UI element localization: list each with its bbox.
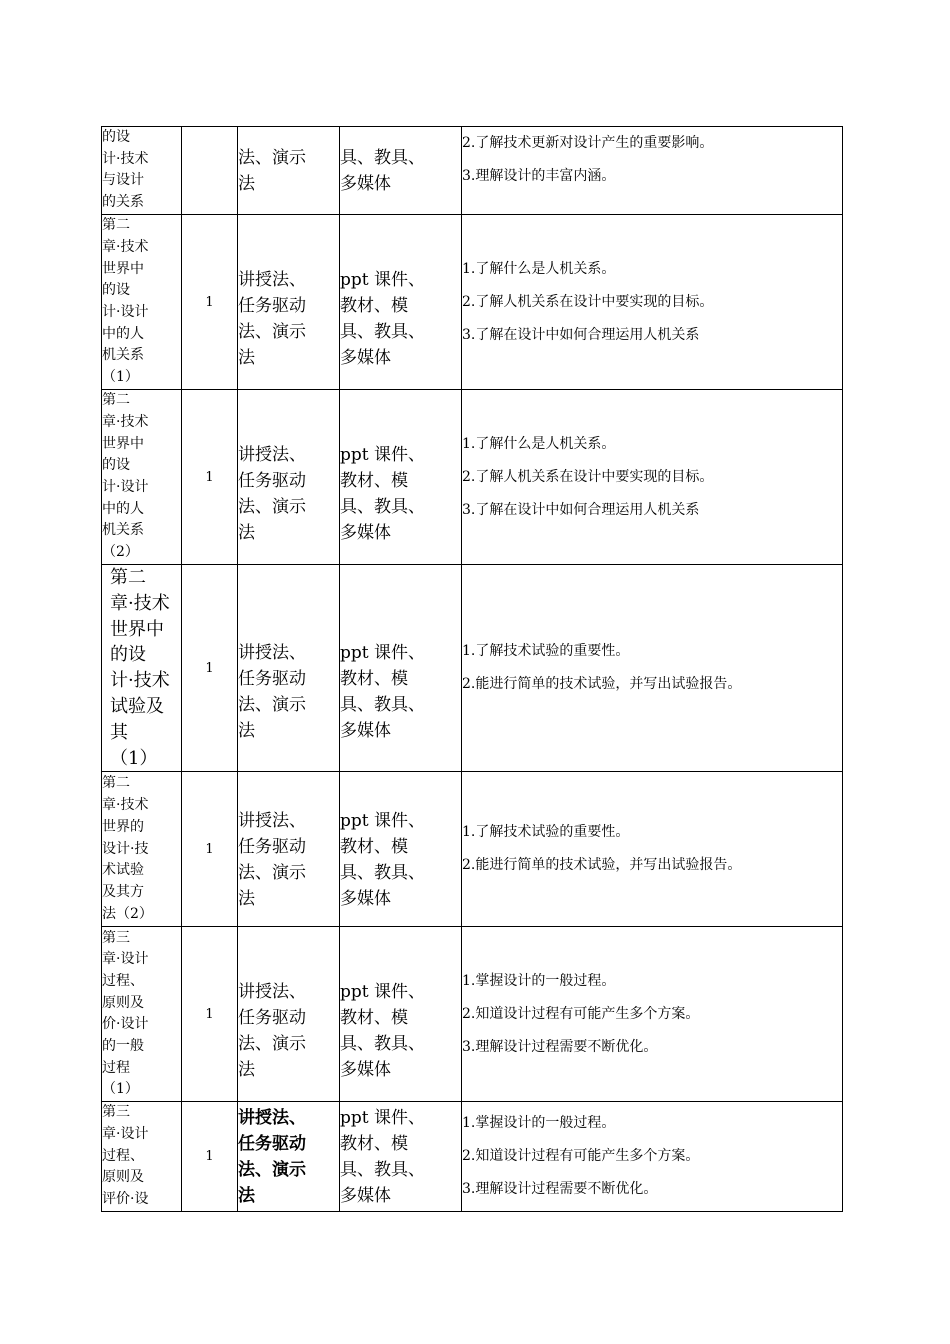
resource-line: ppt 课件、 bbox=[340, 269, 425, 290]
topic-line: 世界中 bbox=[110, 618, 164, 640]
learning-goals-cell bbox=[462, 390, 843, 565]
topic-line: 机关系 bbox=[102, 347, 144, 364]
topic-line: 世界的 bbox=[102, 818, 144, 835]
method-line: 法 bbox=[238, 347, 255, 368]
resource-line: ppt 课件、 bbox=[340, 981, 425, 1002]
method-line: 法、演示 bbox=[238, 147, 306, 168]
topic-line: 的设 bbox=[102, 129, 130, 145]
teaching-method-cell bbox=[238, 1102, 340, 1212]
topic-line: 的一般 bbox=[102, 1038, 144, 1055]
learning-goal-item: 2.能进行简单的技术试验，并写出试验报告。 bbox=[462, 857, 742, 874]
resource-line: 具、教具、 bbox=[340, 695, 425, 716]
method-line: 法 bbox=[238, 888, 255, 909]
teaching-resource-cell bbox=[340, 772, 462, 927]
learning-goal-item: 2.了解技术更新对设计产生的重要影响。 bbox=[462, 135, 714, 151]
topic-line: 的设 bbox=[102, 282, 130, 299]
method-line: 讲授法、 bbox=[238, 269, 306, 290]
hours-cell bbox=[182, 127, 238, 215]
method-line: 法、演示 bbox=[238, 862, 306, 883]
resource-line: 具、教具、 bbox=[340, 1159, 425, 1180]
resource-line: 教材、模 bbox=[340, 1133, 408, 1154]
learning-goal-item: 2.了解人机关系在设计中要实现的目标。 bbox=[462, 293, 714, 310]
topic-line: 评价·设 bbox=[102, 1191, 149, 1208]
topic-line: （2） bbox=[102, 544, 139, 561]
method-line: 讲授法、 bbox=[238, 810, 306, 831]
table-row bbox=[102, 390, 843, 565]
topic-line: 试验及 bbox=[110, 695, 164, 717]
topic-line: （1） bbox=[102, 1081, 139, 1098]
method-line: 讲授法、 bbox=[238, 444, 306, 465]
learning-goals-cell bbox=[462, 927, 843, 1102]
topic-line: 价·设计 bbox=[102, 1016, 149, 1033]
resource-line: 具、教具、 bbox=[340, 321, 425, 342]
learning-goal-item: 1.掌握设计的一般过程。 bbox=[462, 1115, 616, 1132]
topic-line: （1） bbox=[110, 747, 158, 769]
learning-goal-item: 3.理解设计过程需要不断优化。 bbox=[462, 1038, 658, 1055]
resource-line: 具、教具、 bbox=[340, 496, 425, 517]
topic-line: 原则及 bbox=[102, 994, 144, 1011]
topic-line: 第二 bbox=[102, 217, 130, 234]
resource-line: 多媒体 bbox=[340, 1185, 391, 1206]
learning-goal-item: 1.掌握设计的一般过程。 bbox=[462, 972, 616, 989]
learning-goal-item: 1.了解什么是人机关系。 bbox=[462, 435, 616, 452]
topic-line: （1） bbox=[102, 369, 139, 386]
method-line: 法、演示 bbox=[238, 1033, 306, 1054]
topic-line: 章·设计 bbox=[102, 951, 149, 968]
topic-line: 章·技术 bbox=[102, 797, 149, 814]
method-line: 任务驱动 bbox=[238, 470, 306, 491]
topic-line: 计·设计 bbox=[102, 304, 149, 320]
table-row bbox=[102, 772, 843, 927]
topic-line: 设计·技 bbox=[102, 840, 149, 857]
topic-line: 过程、 bbox=[102, 1147, 144, 1164]
topic-line: 中的人 bbox=[102, 500, 144, 517]
hours-cell: 1 bbox=[182, 1102, 238, 1212]
topic-line: 世界中 bbox=[102, 435, 144, 452]
topic-cell bbox=[102, 772, 182, 927]
topic-line: 原则及 bbox=[102, 1169, 144, 1186]
topic-line: 章·设计 bbox=[102, 1126, 149, 1143]
learning-goals-cell bbox=[462, 565, 843, 772]
topic-line: 第三 bbox=[102, 929, 130, 946]
teaching-resource-cell bbox=[340, 927, 462, 1102]
topic-cell bbox=[102, 927, 182, 1102]
method-line: 任务驱动 bbox=[238, 669, 306, 690]
resource-line: 具、教具、 bbox=[340, 1033, 425, 1054]
method-line: 法、演示 bbox=[238, 1159, 306, 1180]
topic-line: 的关系 bbox=[102, 194, 144, 211]
topic-line: 第二 bbox=[102, 775, 130, 792]
teaching-method-cell bbox=[238, 215, 340, 390]
learning-goals-cell bbox=[462, 127, 843, 215]
teaching-method-cell bbox=[238, 565, 340, 772]
resource-line: ppt 课件、 bbox=[340, 643, 425, 664]
method-line: 讲授法、 bbox=[238, 643, 306, 664]
topic-cell bbox=[102, 215, 182, 390]
method-line: 任务驱动 bbox=[238, 1007, 306, 1028]
lesson-plan-table bbox=[101, 126, 843, 1212]
resource-line: 教材、模 bbox=[340, 836, 408, 857]
teaching-resource-cell bbox=[340, 565, 462, 772]
teaching-method-cell bbox=[238, 390, 340, 565]
method-line: 任务驱动 bbox=[238, 295, 306, 316]
table-row bbox=[102, 565, 843, 772]
resource-line: 教材、模 bbox=[340, 669, 408, 690]
teaching-resource-cell bbox=[340, 1102, 462, 1212]
learning-goal-item: 1.了解技术试验的重要性。 bbox=[462, 824, 630, 841]
topic-line: 章·技术 bbox=[102, 238, 149, 255]
learning-goal-item: 1.了解技术试验的重要性。 bbox=[462, 643, 630, 660]
learning-goal-item: 2.知道设计过程有可能产生多个方案。 bbox=[462, 1148, 700, 1165]
learning-goal-item: 3.理解设计的丰富内涵。 bbox=[462, 168, 616, 184]
resource-line: 多媒体 bbox=[340, 721, 391, 742]
topic-line: 计·设计 bbox=[102, 479, 149, 495]
learning-goal-item: 1.了解什么是人机关系。 bbox=[462, 260, 616, 277]
table-row bbox=[102, 927, 843, 1102]
method-line: 任务驱动 bbox=[238, 1133, 306, 1154]
topic-line: 与设计 bbox=[102, 172, 144, 189]
resource-line: 多媒体 bbox=[340, 347, 391, 368]
method-line: 法 bbox=[238, 1185, 255, 1206]
topic-line: 第二 bbox=[102, 392, 130, 409]
resource-line: ppt 课件、 bbox=[340, 444, 425, 465]
method-line: 法 bbox=[238, 173, 255, 194]
resource-line: 多媒体 bbox=[340, 888, 391, 909]
hours-cell: 1 bbox=[182, 565, 238, 772]
topic-line: 第三 bbox=[102, 1104, 130, 1121]
topic-line: 章·技术 bbox=[110, 592, 170, 614]
table-row bbox=[102, 1102, 843, 1212]
table-row bbox=[102, 127, 843, 215]
resource-line: ppt 课件、 bbox=[340, 1107, 425, 1128]
topic-line: 第二 bbox=[110, 567, 146, 588]
resource-line: 多媒体 bbox=[340, 173, 391, 194]
resource-line: 多媒体 bbox=[340, 522, 391, 543]
topic-line: 法（2） bbox=[102, 905, 153, 922]
learning-goals-cell bbox=[462, 772, 843, 927]
learning-goal-item: 3.了解在设计中如何合理运用人机关系 bbox=[462, 501, 700, 518]
teaching-method-cell bbox=[238, 127, 340, 215]
topic-line: 计·技术 bbox=[102, 150, 149, 167]
teaching-resource-cell bbox=[340, 390, 462, 565]
resource-line: 教材、模 bbox=[340, 470, 408, 491]
teaching-resource-cell bbox=[340, 127, 462, 215]
topic-cell bbox=[102, 390, 182, 565]
topic-cell bbox=[102, 1102, 182, 1212]
topic-line: 过程、 bbox=[102, 972, 144, 989]
learning-goal-item: 2.知道设计过程有可能产生多个方案。 bbox=[462, 1005, 700, 1022]
learning-goal-item: 3.了解在设计中如何合理运用人机关系 bbox=[462, 326, 700, 343]
topic-line: 机关系 bbox=[102, 522, 144, 539]
method-line: 任务驱动 bbox=[238, 836, 306, 857]
learning-goal-item: 2.能进行简单的技术试验，并写出试验报告。 bbox=[462, 676, 742, 693]
resource-line: 具、教具、 bbox=[340, 862, 425, 883]
resource-line: ppt 课件、 bbox=[340, 810, 425, 831]
method-line: 讲授法、 bbox=[238, 1107, 306, 1128]
method-line: 法 bbox=[238, 1059, 255, 1080]
hours-cell: 1 bbox=[182, 215, 238, 390]
resource-line: 教材、模 bbox=[340, 295, 408, 316]
learning-goals-cell bbox=[462, 215, 843, 390]
topic-line: 术试验 bbox=[102, 862, 144, 879]
topic-line: 过程 bbox=[102, 1059, 130, 1076]
topic-line: 其 bbox=[110, 721, 128, 743]
learning-goal-item: 2.了解人机关系在设计中要实现的目标。 bbox=[462, 468, 714, 485]
resource-line: 具、教具、 bbox=[340, 147, 425, 168]
topic-line: 章·技术 bbox=[102, 413, 149, 430]
method-line: 法、演示 bbox=[238, 496, 306, 517]
method-line: 讲授法、 bbox=[238, 981, 306, 1002]
topic-line: 及其方 bbox=[102, 883, 144, 900]
method-line: 法、演示 bbox=[238, 695, 306, 716]
topic-line: 中的人 bbox=[102, 325, 144, 342]
learning-goals-cell bbox=[462, 1102, 843, 1212]
hours-cell: 1 bbox=[182, 927, 238, 1102]
teaching-method-cell bbox=[238, 772, 340, 927]
hours-cell: 1 bbox=[182, 772, 238, 927]
resource-line: 教材、模 bbox=[340, 1007, 408, 1028]
topic-line: 的设 bbox=[102, 457, 130, 474]
topic-line: 计·技术 bbox=[110, 670, 170, 692]
topic-cell bbox=[102, 565, 182, 772]
method-line: 法、演示 bbox=[238, 321, 306, 342]
topic-cell bbox=[102, 127, 182, 215]
teaching-method-cell bbox=[238, 927, 340, 1102]
topic-line: 世界中 bbox=[102, 260, 144, 277]
hours-cell: 1 bbox=[182, 390, 238, 565]
method-line: 法 bbox=[238, 721, 255, 742]
topic-line: 的设 bbox=[110, 644, 146, 666]
teaching-resource-cell bbox=[340, 215, 462, 390]
lesson-plan-body bbox=[102, 127, 843, 1212]
table-row bbox=[102, 215, 843, 390]
method-line: 法 bbox=[238, 522, 255, 543]
learning-goal-item: 3.理解设计过程需要不断优化。 bbox=[462, 1181, 658, 1198]
resource-line: 多媒体 bbox=[340, 1059, 391, 1080]
